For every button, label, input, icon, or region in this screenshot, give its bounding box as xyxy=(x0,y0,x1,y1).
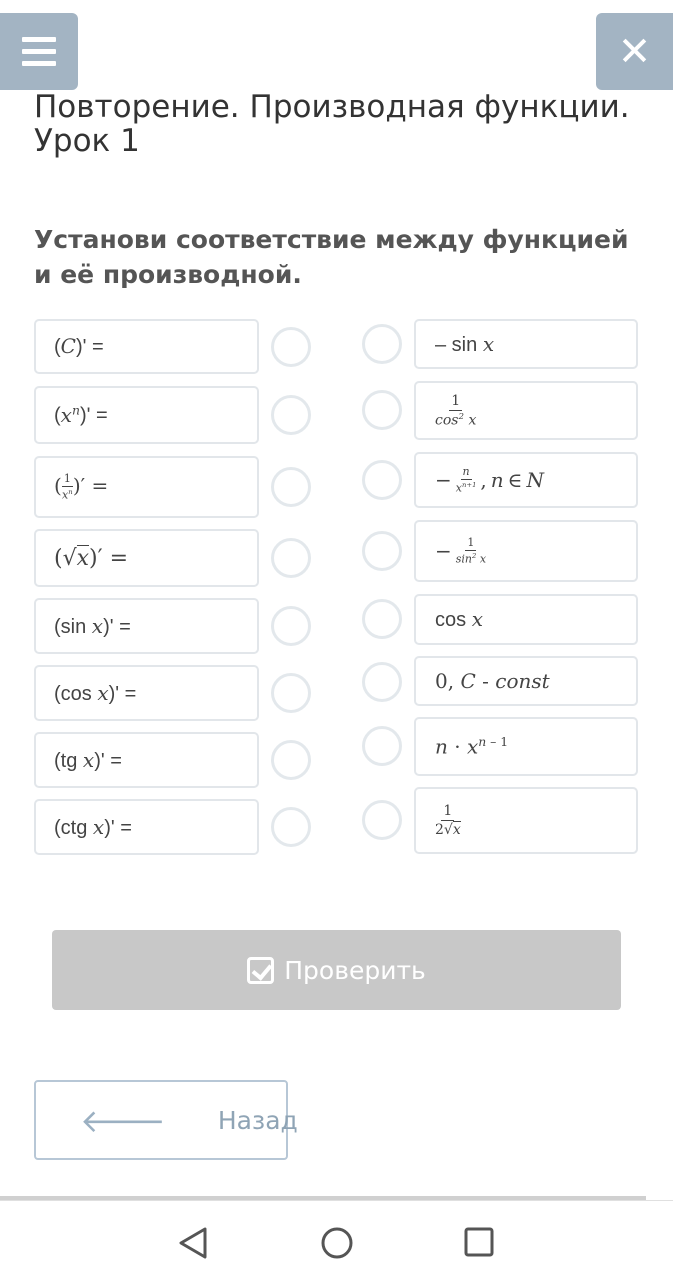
left-radio[interactable] xyxy=(271,395,311,435)
left-radio[interactable] xyxy=(271,538,311,578)
left-radio[interactable] xyxy=(271,807,311,847)
android-nav-bar xyxy=(0,1200,673,1280)
right-radio[interactable] xyxy=(362,800,402,840)
left-item[interactable]: $(x^n)'$ = xyxy=(34,386,259,444)
nav-recents-icon[interactable] xyxy=(462,1225,496,1259)
back-button-label: Назад xyxy=(217,1105,298,1135)
right-item[interactable]: $\frac{1}{2√x}$ xyxy=(414,787,638,854)
close-icon: ✕ xyxy=(617,28,652,75)
right-item[interactable]: cos x xyxy=(414,594,638,645)
left-item[interactable]: (√x)′ = xyxy=(34,529,259,587)
left-radio[interactable] xyxy=(271,673,311,713)
right-radio[interactable] xyxy=(362,662,402,702)
close-button[interactable] xyxy=(596,13,673,90)
left-item[interactable]: ( $\frac{1}{x^n}$ )′ = xyxy=(34,456,259,518)
right-radio[interactable] xyxy=(362,599,402,639)
right-item[interactable]: $\frac{1}{\cos^2 x}$ xyxy=(414,381,638,440)
right-item[interactable]: – sin x xyxy=(414,319,638,369)
right-radio[interactable] xyxy=(362,324,402,364)
right-item[interactable]: 0, C - const xyxy=(414,656,638,706)
nav-home-icon[interactable] xyxy=(319,1225,355,1261)
right-item[interactable]: $n \cdot x^{n - 1}$ xyxy=(414,717,638,776)
left-radio[interactable] xyxy=(271,606,311,646)
left-radio[interactable] xyxy=(271,740,311,780)
menu-button[interactable] xyxy=(0,13,78,90)
left-item[interactable]: (ctg x)' = xyxy=(34,799,259,855)
hamburger-icon xyxy=(22,37,56,66)
left-radio[interactable] xyxy=(271,327,311,367)
check-button-label: Проверить xyxy=(284,955,426,985)
left-item[interactable]: (sin x)' = xyxy=(34,598,259,654)
left-radio[interactable] xyxy=(271,467,311,507)
back-button[interactable] xyxy=(34,1080,298,1160)
page-title: Повторение. Производная функции. Урок 1 xyxy=(34,89,630,159)
right-radio[interactable] xyxy=(362,726,402,766)
right-radio[interactable] xyxy=(362,531,402,571)
arrow-left-icon: 🡐 xyxy=(80,1101,166,1140)
task-prompt: Установи соответствие между функцией и её производной. xyxy=(34,225,629,289)
right-item[interactable]: − $\frac{n}{x^{n+1}}$ , n ∈ N xyxy=(414,452,638,508)
checkbox-check-icon xyxy=(247,957,274,984)
right-radio[interactable] xyxy=(362,390,402,430)
check-button[interactable] xyxy=(52,930,621,1010)
left-item[interactable]: (C)' = xyxy=(34,319,259,374)
nav-back-icon[interactable] xyxy=(176,1225,210,1261)
right-radio[interactable] xyxy=(362,460,402,500)
right-item[interactable]: − $\frac{1}{\sin^2 x}$ xyxy=(414,520,638,582)
left-item[interactable]: (tg x)' = xyxy=(34,732,259,788)
left-item[interactable]: (cos x)' = xyxy=(34,665,259,721)
